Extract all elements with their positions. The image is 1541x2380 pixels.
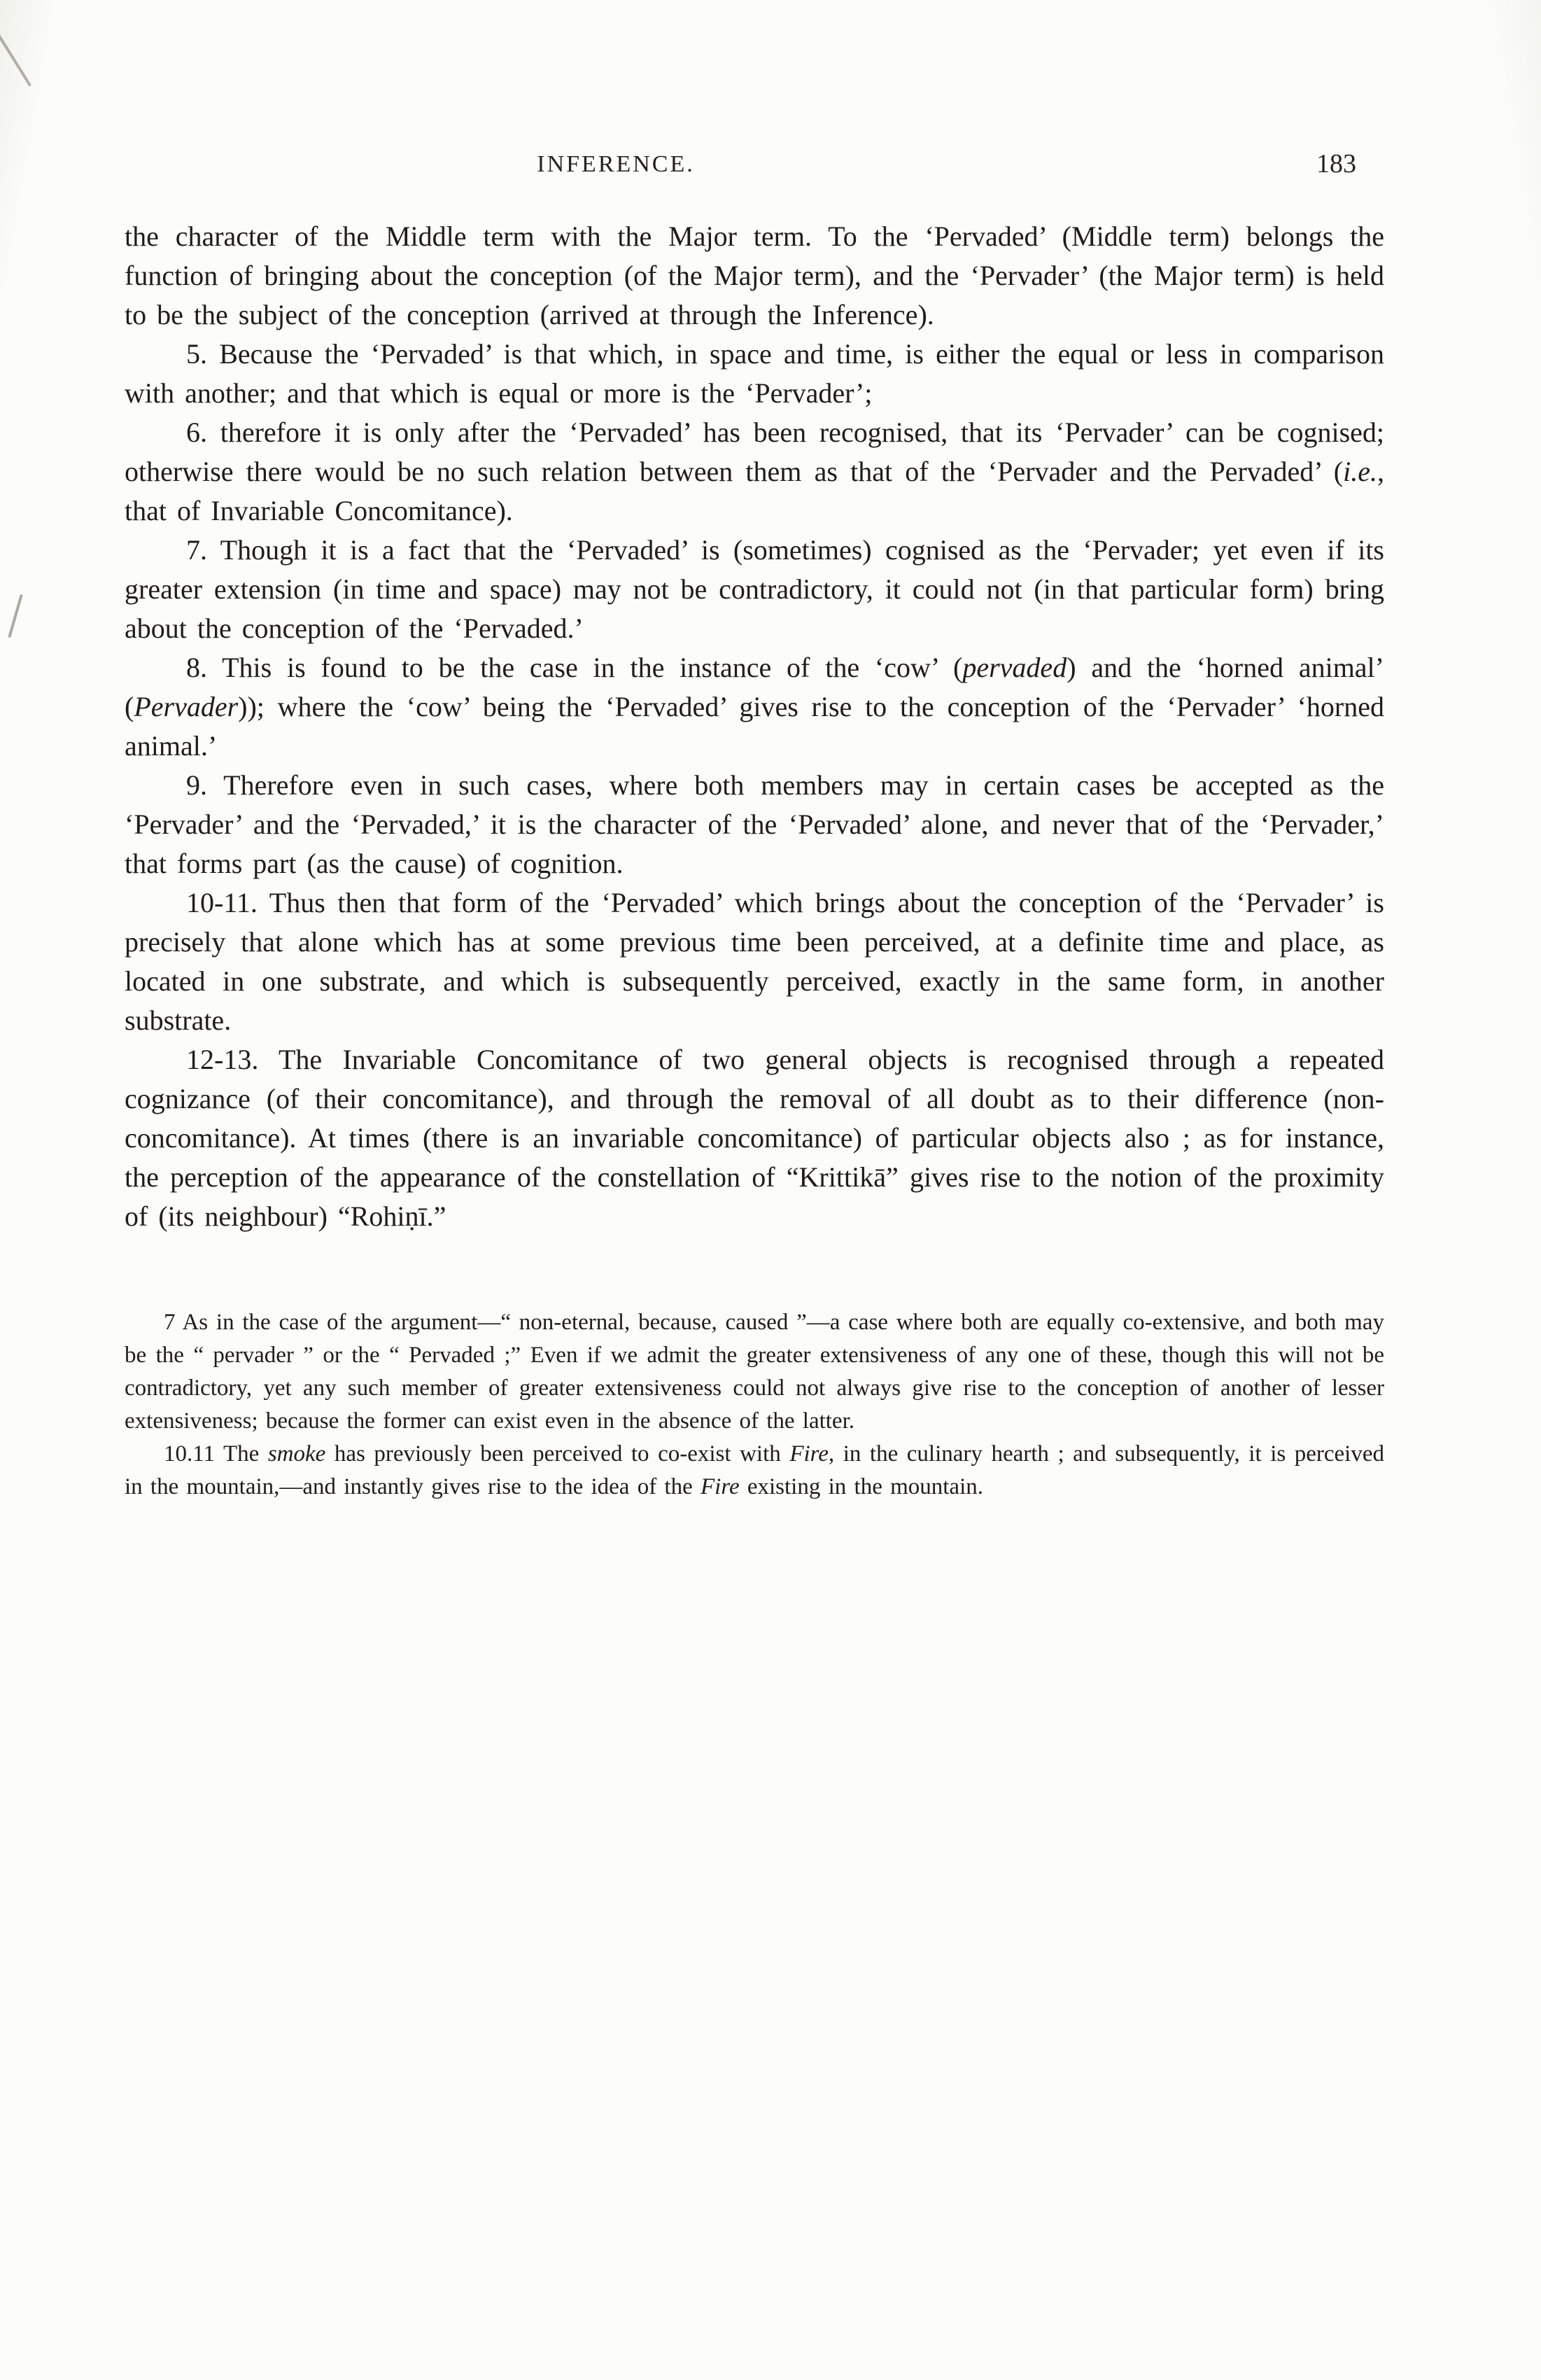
paragraph-continuation: the character of the Middle term with the Major term. To the ‘Pervaded’ (Middle term) belongs the function of bringing about the conception (of the Major term), and the ‘Pervader’ (the Major term) is held to be the subject of the conception (arrived at through the Inference). [125,220,1384,330]
paragraph-9: 9. Therefore even in such cases, where both members may in certain cases be accepted as the ‘Pervader’ and the ‘Pervaded,’ it is the character of the ‘Pervaded’ alone, and never that of the ‘Pervader,’ that forms part (as the cause) of cognition. [125,769,1384,879]
page-number: 183 [1316,149,1356,178]
paragraph-12-13: 12-13. The Invariable Concomitance of two general objects is recognised through a repeated cognizance (of their concomitance), and through the removal of all doubt as to their difference (non-concomitance). At times (there is an invariable concomitance) of particular objects also ; as for instance, the perception of the appearance of the constellation of “Krittikā” gives rise to the notion of the proximity of (its neighbour) “Rohiṇī.” [125,1044,1384,1232]
footnotes [125,1306,1384,1504]
scan-artifact [8,594,22,638]
running-title: INFERENCE. [537,151,695,177]
paragraph-8: 8. This is found to be the case in the instance of the ‘cow’ (pervaded) and the ‘horned animal’ (Pervader)); where the ‘cow’ being the ‘Pervaded’ gives rise to the conception of the ‘Pervader’ ‘horned animal.’ [125,652,1384,762]
paragraph-5: 5. Because the ‘Pervaded’ is that which, in space and time, is either the equal or less in comparison with another; and that which is equal or more is the ‘Pervader’; [125,338,1384,409]
page-header [125,148,1384,185]
paragraph-7: 7. Though it is a fact that the ‘Pervaded’ is (sometimes) cognised as the ‘Pervader; yet even if its greater extension (in time and space) may not be contradictory, it could not (in that particular form) bring about the conception of the ‘Pervaded.’ [125,534,1384,644]
paragraph-6: 6. therefore it is only after the ‘Pervaded’ has been recognised, that its ‘Pervader’ can be cognised; otherwise there would be no such relation between them as that of the ‘Pervader and the Pervaded’ (i.e., that of Invariable Concomitance). [125,416,1384,526]
main-text [125,217,1384,1236]
footnote-10-11: 10.11 The smoke has previously been perceived to co-exist with Fire, in the culinary hearth ; and subsequently, it is perceived in the mountain,—and instantly gives rise to the idea of the Fire existing in the mountain. [125,1441,1384,1499]
scan-artifact [0,28,31,87]
paragraph-10-11: 10-11. Thus then that form of the ‘Pervaded’ which brings about the conception of the ‘Pervader’ is precisely that alone which has at some previous time been perceived, at a definite time and place, as located in one substrate, and which is subsequently perceived, exactly in the same form, in another substrate. [125,887,1384,1036]
footnote-7: 7 As in the case of the argument—“ non-eternal, because, caused ”—a case where both are equally co-extensive, and both may be the “ pervader ” or the “ Pervaded ;” Even if we admit the greater extensiveness of any one of these, though this will not be contradictory, yet any such member of greater extensiveness could not always give rise to the conception of another of lesser extensiveness; because the former can exist even in the absence of the latter. [125,1310,1384,1434]
